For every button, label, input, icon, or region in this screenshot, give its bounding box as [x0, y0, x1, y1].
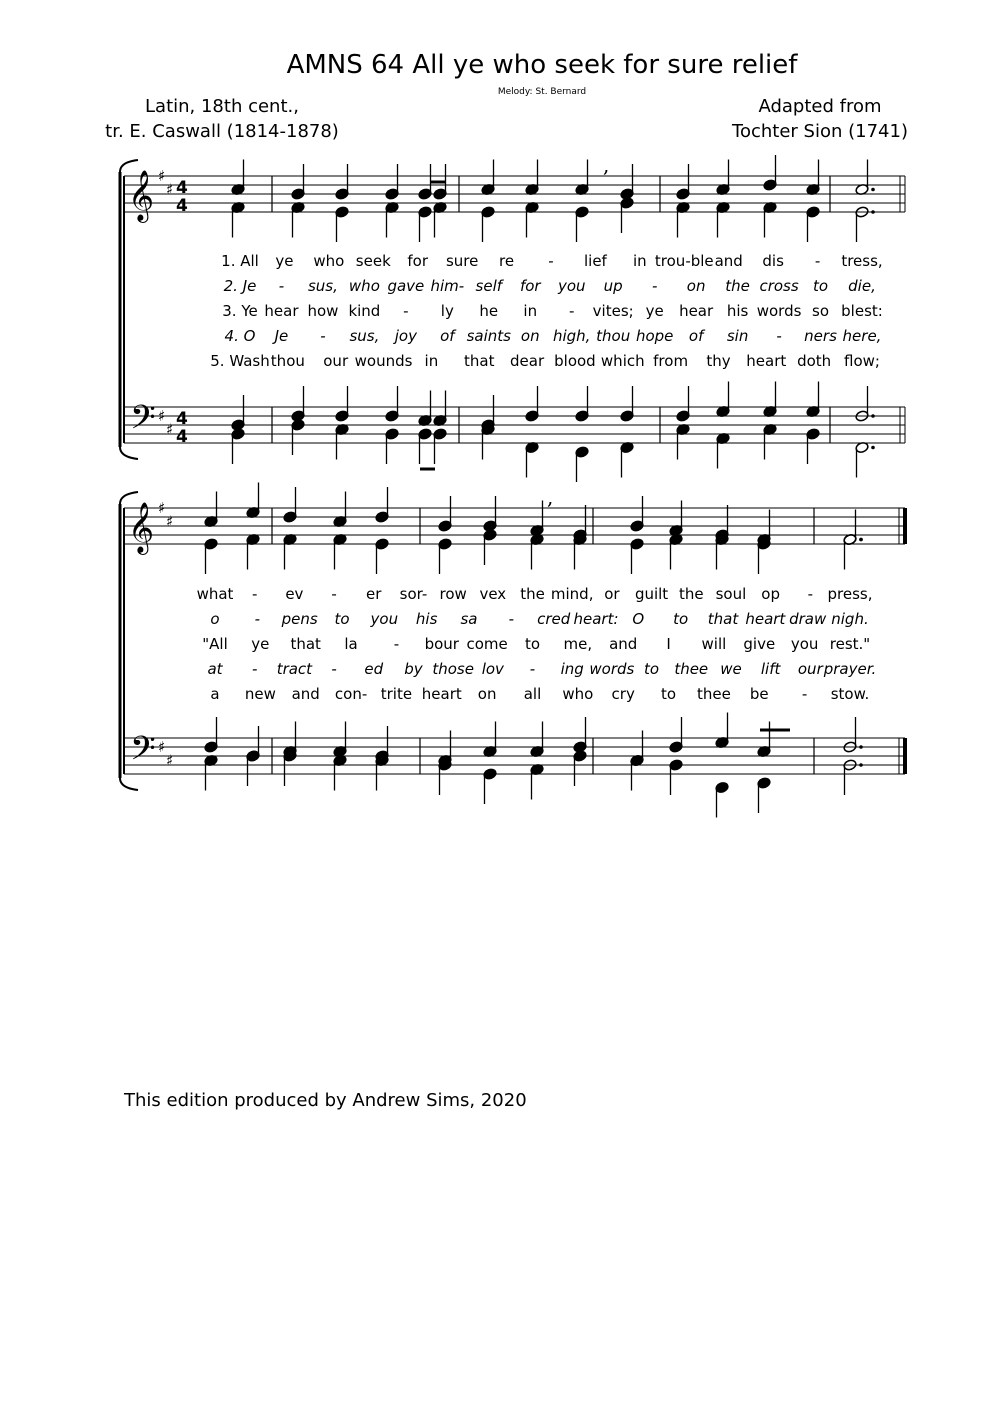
- treble-clef: 𝄞: [128, 170, 155, 221]
- lyric-syllable: how: [307, 302, 339, 320]
- lyric-syllable: up: [603, 277, 623, 295]
- lyric-syllable: of: [440, 327, 455, 345]
- lyric-syllable: ners: [804, 327, 837, 345]
- hymn-title: AMNS 64 All ye who seek for sure relief: [286, 50, 798, 80]
- lyric-syllable: -: [569, 302, 575, 320]
- lyric-syllable: for: [519, 277, 541, 295]
- lyric-syllable: O: [632, 610, 645, 628]
- lyric-syllable: that: [463, 352, 495, 370]
- lyric-line-verse-2: [0, 277, 992, 299]
- lyric-syllable: which: [600, 352, 645, 370]
- lyric-syllable: to: [334, 610, 350, 628]
- lyric-syllable: cross: [759, 277, 799, 295]
- music-credit-line-1: Adapted from: [758, 96, 882, 117]
- lyric-syllable: the: [725, 277, 750, 295]
- lyric-syllable: what: [196, 585, 234, 603]
- lyric-syllable: -: [776, 327, 782, 345]
- lyric-syllable: heart: [745, 610, 786, 628]
- lyric-line-verse-4: [0, 660, 992, 682]
- lyric-syllable: his: [415, 610, 438, 628]
- sharp-sign: ♯: [158, 499, 166, 517]
- lyric-syllable: you: [790, 635, 819, 653]
- lyric-syllable: -: [251, 585, 258, 603]
- lyric-syllable: be: [749, 685, 769, 703]
- lyric-syllable: -: [651, 277, 658, 295]
- lyric-syllable: give: [743, 635, 776, 653]
- lyric-syllable: ev: [285, 585, 304, 603]
- sharp-sign: ♯: [166, 751, 174, 770]
- lyric-line-verse-1: [0, 585, 992, 607]
- lyric-syllable: for: [407, 252, 429, 270]
- lyric-syllable: on: [477, 685, 497, 703]
- lyric-syllable: his: [726, 302, 749, 320]
- lyric-syllable: that: [290, 635, 321, 653]
- lyric-syllable: from: [653, 352, 689, 370]
- lyric-syllable: of: [688, 327, 704, 345]
- lyric-syllable: we: [720, 660, 742, 678]
- lyric-syllable: nigh.: [831, 610, 869, 628]
- lyric-syllable: and: [609, 635, 638, 653]
- dot: [859, 745, 863, 749]
- lyric-syllable: and: [714, 252, 743, 270]
- lyric-syllable: mind,: [550, 585, 594, 603]
- treble-clef: 𝄞: [128, 502, 155, 553]
- lyric-syllable: to: [644, 660, 660, 678]
- lyric-syllable: saints: [466, 327, 511, 345]
- words-credit-line-1: Latin, 18th cent.,: [145, 96, 299, 117]
- lyric-syllable: blest:: [841, 302, 883, 320]
- lyric-syllable: come: [466, 635, 508, 653]
- lyric-syllable: a: [210, 685, 220, 703]
- lyric-syllable: Je: [274, 327, 289, 345]
- lyric-syllable: sure: [445, 252, 479, 270]
- lyric-syllable: trite: [380, 685, 413, 703]
- lyric-syllable: so: [812, 302, 830, 320]
- time-signature: 4: [176, 178, 188, 198]
- lyric-syllable: -: [320, 327, 326, 345]
- lyric-syllable: hope: [635, 327, 674, 345]
- lyric-syllable: or: [604, 585, 620, 603]
- lyric-syllable: vites;: [592, 302, 634, 320]
- lyric-syllable: who: [348, 277, 380, 295]
- lyric-syllable: me,: [563, 635, 593, 653]
- lyric-syllable: the: [520, 585, 545, 603]
- lyric-syllable: dis: [762, 252, 784, 270]
- lyric-syllable: 1. All: [221, 252, 259, 270]
- system-brace: [120, 778, 138, 790]
- lyric-syllable: to: [813, 277, 829, 295]
- lyric-syllable: I: [666, 635, 671, 653]
- lyric-syllable: you: [370, 610, 399, 628]
- lyric-syllable: -: [403, 302, 409, 320]
- lyric-syllable: joy: [394, 327, 417, 345]
- lyric-syllable: at: [207, 660, 223, 678]
- sharp-sign: ♯: [166, 180, 174, 199]
- lyric-syllable: draw: [789, 610, 827, 628]
- bass-clef: 𝄢: [130, 399, 156, 445]
- lyric-syllable: ye: [275, 252, 294, 270]
- lyric-syllable: -: [278, 277, 285, 295]
- lyric-syllable: he: [479, 302, 499, 320]
- bass-clef: 𝄢: [130, 730, 156, 776]
- lyric-syllable: in: [523, 302, 538, 320]
- lyric-syllable: soul: [715, 585, 747, 603]
- lyric-syllable: kind: [348, 302, 381, 320]
- lyric-syllable: to: [673, 610, 689, 628]
- lyric-syllable: prayer.: [823, 660, 877, 678]
- lyric-syllable: 3. Ye: [222, 302, 258, 320]
- lyric-syllable: trou-ble: [654, 252, 714, 270]
- lyric-syllable: thy: [706, 352, 731, 370]
- lyric-syllable: will: [701, 635, 727, 653]
- lyric-syllable: ed: [364, 660, 384, 678]
- music-credit-line-2: Tochter Sion (1741): [732, 121, 908, 142]
- lyric-syllable: vex: [479, 585, 507, 603]
- lyric-syllable: -: [251, 660, 258, 678]
- lyric-syllable: -: [807, 585, 814, 603]
- edition-footer: This edition produced by Andrew Sims, 2020: [124, 1090, 527, 1111]
- sharp-sign: ♯: [158, 167, 166, 185]
- dot: [871, 188, 875, 192]
- lyric-syllable: and: [291, 685, 320, 703]
- lyric-syllable: la: [344, 635, 358, 653]
- melody-credit: Melody: St. Bernard: [497, 87, 587, 97]
- lyric-syllable: to: [661, 685, 677, 703]
- lyric-syllable: by: [404, 660, 423, 678]
- lyric-syllable: those: [432, 660, 474, 678]
- dot: [859, 538, 863, 542]
- lyric-syllable: thou: [270, 352, 305, 370]
- lyric-line-verse-1: [0, 252, 992, 274]
- dot: [859, 763, 863, 767]
- lyric-syllable: in: [424, 352, 439, 370]
- sharp-sign: ♯: [166, 420, 174, 439]
- lyric-syllable: doth: [797, 352, 832, 370]
- lyric-syllable: heart: [421, 685, 462, 703]
- lyric-syllable: -: [331, 585, 337, 603]
- lyric-syllable: -: [814, 252, 821, 270]
- lyric-syllable: in: [633, 252, 647, 270]
- lyric-syllable: bour: [424, 635, 459, 653]
- lyric-syllable: the: [678, 585, 704, 603]
- breath-mark: ,: [603, 153, 610, 177]
- system-brace: [120, 447, 138, 459]
- dot: [871, 414, 875, 418]
- lyric-syllable: -: [254, 610, 261, 628]
- lyric-syllable: you: [557, 277, 586, 295]
- lyric-syllable: "All: [202, 635, 228, 653]
- lyric-syllable: ye: [251, 635, 270, 653]
- lyric-syllable: tract: [276, 660, 313, 678]
- lyric-syllable: -: [801, 685, 808, 703]
- lyric-syllable: heart: [746, 352, 787, 370]
- lyric-syllable: hear: [264, 302, 299, 320]
- lyric-syllable: wounds: [354, 352, 413, 370]
- lyric-syllable: er: [366, 585, 382, 603]
- lyric-syllable: gave: [387, 277, 425, 295]
- lyric-syllable: lift: [760, 660, 781, 678]
- lyric-syllable: cred: [537, 610, 571, 628]
- lyric-syllable: ing: [560, 660, 584, 678]
- lyric-syllable: -: [529, 660, 536, 678]
- lyric-syllable: flow;: [844, 352, 880, 370]
- lyric-syllable: con-: [334, 685, 368, 703]
- time-signature: 4: [176, 409, 188, 429]
- lyric-syllable: here,: [842, 327, 882, 345]
- breath-mark: ,: [547, 485, 554, 509]
- lyric-line-verse-2: [0, 610, 992, 632]
- lyric-syllable: seek: [355, 252, 391, 270]
- lyric-line-verse-3: [0, 635, 992, 657]
- lyric-syllable: hear: [679, 302, 714, 320]
- lyric-line-verse-5: [0, 685, 992, 707]
- sharp-sign: ♯: [166, 512, 174, 531]
- lyric-syllable: self: [475, 277, 503, 295]
- lyric-syllable: our: [797, 660, 823, 678]
- lyric-syllable: that: [707, 610, 739, 628]
- sharp-sign: ♯: [158, 407, 166, 425]
- lyric-syllable: dear: [510, 352, 545, 370]
- lyric-syllable: who: [562, 685, 594, 703]
- time-signature: 4: [176, 196, 188, 216]
- lyric-syllable: sor-: [399, 585, 428, 603]
- lyric-syllable: -: [393, 635, 400, 653]
- lyric-syllable: guilt: [634, 585, 669, 603]
- lyric-syllable: thee: [696, 685, 731, 703]
- lyric-syllable: sus,: [349, 327, 380, 345]
- lyric-syllable: on: [686, 277, 706, 295]
- lyric-syllable: -: [508, 610, 515, 628]
- lyric-syllable: on: [520, 327, 540, 345]
- dot: [871, 210, 875, 214]
- lyric-syllable: row: [439, 585, 467, 603]
- lyric-syllable: 5. Wash: [210, 352, 270, 370]
- lyric-syllable: blood: [554, 352, 596, 370]
- lyric-syllable: stow.: [830, 685, 870, 703]
- lyric-line-verse-3: [0, 302, 992, 324]
- lyric-syllable: words: [589, 660, 635, 678]
- lyric-syllable: thee: [674, 660, 709, 678]
- lyric-syllable: sus,: [307, 277, 338, 295]
- lyric-syllable: high,: [552, 327, 591, 345]
- lyric-syllable: 4. O: [224, 327, 256, 345]
- sharp-sign: ♯: [158, 738, 166, 756]
- lyric-syllable: o: [210, 610, 220, 628]
- lyric-syllable: heart:: [573, 610, 619, 628]
- dot: [871, 446, 875, 450]
- lyric-syllable: tress,: [841, 252, 883, 270]
- lyric-syllable: to: [524, 635, 541, 653]
- lyric-syllable: die,: [848, 277, 876, 295]
- lyric-syllable: pens: [281, 610, 318, 628]
- lyric-syllable: re: [499, 252, 515, 270]
- lyric-syllable: sin: [726, 327, 749, 345]
- lyric-syllable: cry: [611, 685, 635, 703]
- lyric-syllable: who: [313, 252, 345, 270]
- lyric-syllable: new: [244, 685, 276, 703]
- lyric-syllable: lief: [583, 252, 607, 270]
- lyric-syllable: our: [323, 352, 349, 370]
- lyric-syllable: op: [761, 585, 780, 603]
- lyric-syllable: all: [523, 685, 542, 703]
- lyric-syllable: press,: [827, 585, 873, 603]
- lyric-line-verse-5: [0, 352, 992, 374]
- lyric-syllable: lov: [481, 660, 504, 678]
- lyric-syllable: thou: [596, 327, 631, 345]
- time-signature: 4: [176, 427, 188, 447]
- lyric-syllable: ly: [440, 302, 454, 320]
- words-credit-line-2: tr. E. Caswall (1814-1878): [105, 121, 339, 142]
- lyric-syllable: 2. Je: [223, 277, 257, 295]
- lyric-syllable: -: [548, 252, 554, 270]
- lyric-syllable: sa: [460, 610, 478, 628]
- lyric-syllable: words: [756, 302, 802, 320]
- lyric-line-verse-4: [0, 327, 992, 349]
- lyric-syllable: rest.": [829, 635, 871, 653]
- lyric-syllable: ye: [645, 302, 664, 320]
- lyric-syllable: -: [331, 660, 337, 678]
- lyric-syllable: him-: [430, 277, 465, 295]
